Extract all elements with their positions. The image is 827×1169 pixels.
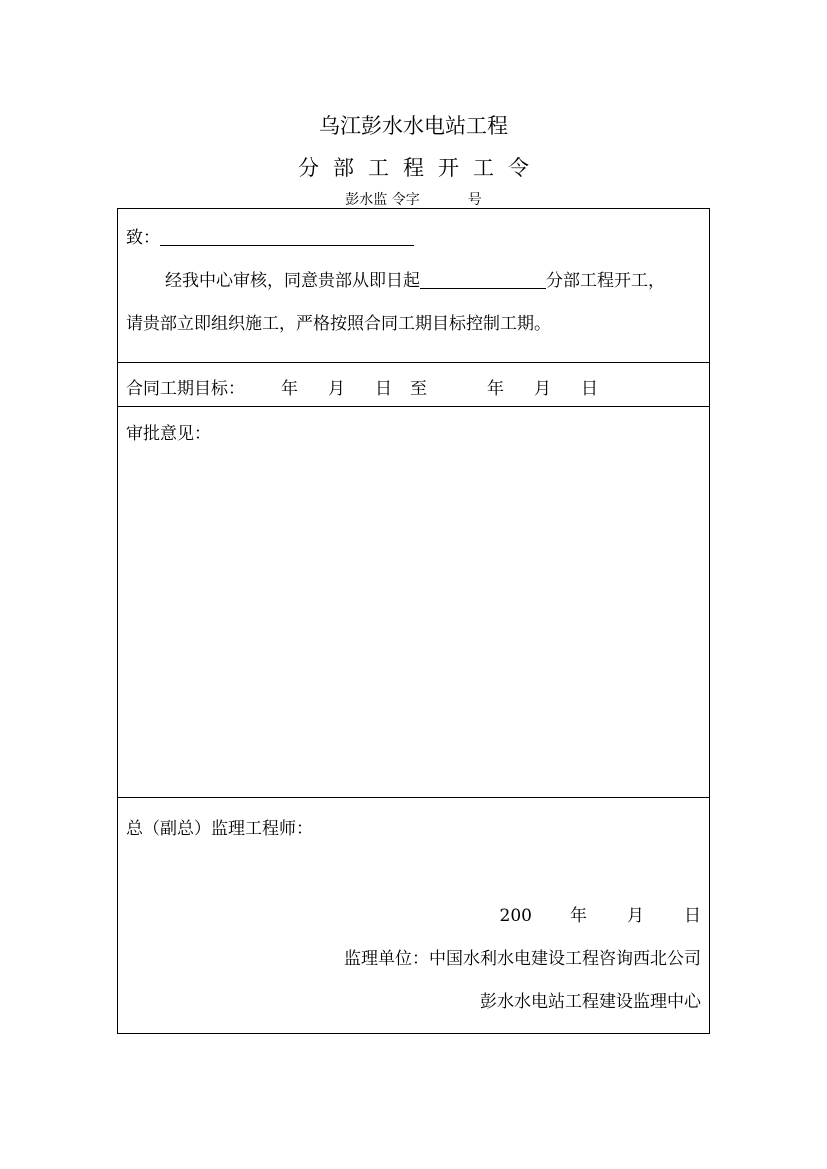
project-title: 乌江彭水水电站工程 xyxy=(319,114,508,138)
engineer-label: 总（副总）监理工程师： xyxy=(126,819,313,839)
date-year-unit: 年 xyxy=(570,906,587,926)
subproject-name-blank[interactable] xyxy=(420,270,546,289)
doc-number-suffix: 号 xyxy=(467,192,482,208)
recipient-line xyxy=(126,223,414,248)
signature-date xyxy=(500,901,701,926)
approval-section[interactable] xyxy=(118,407,709,798)
recipient-blank[interactable] xyxy=(160,227,414,246)
date-year-prefix: 200 xyxy=(499,906,532,926)
supervision-center: 彭水水电站工程建设监理中心 xyxy=(480,992,701,1012)
end-year-unit: 年 xyxy=(487,379,504,399)
notice-line-1 xyxy=(165,266,665,291)
period-label: 合同工期目标： xyxy=(126,379,245,399)
doc-number-prefix: 彭水监 令字 xyxy=(345,192,420,208)
contract-period-section xyxy=(118,363,709,407)
date-month-unit: 月 xyxy=(627,906,644,926)
notice-text-part2: 分部工程开工， xyxy=(546,271,665,291)
supervision-unit: 监理单位：中国水利水电建设工程咨询西北公司 xyxy=(344,949,701,969)
document-number xyxy=(0,189,827,209)
start-day-unit: 日 xyxy=(375,379,392,399)
signature-section xyxy=(118,798,709,1035)
approval-label: 审批意见： xyxy=(126,424,211,444)
start-month-unit: 月 xyxy=(328,379,345,399)
notice-section xyxy=(118,209,709,363)
end-month-unit: 月 xyxy=(534,379,551,399)
form-title: 分部工程开工令 xyxy=(298,156,543,180)
notice-line-2: 请贵部立即组织施工，严格按照合同工期目标控制工期。 xyxy=(126,314,551,334)
order-form xyxy=(117,208,710,1034)
end-day-unit: 日 xyxy=(581,379,598,399)
start-year-unit: 年 xyxy=(281,379,298,399)
contract-period-line xyxy=(126,374,598,399)
to-unit: 至 xyxy=(410,379,427,399)
to-label: 致： xyxy=(126,228,160,248)
date-day-unit: 日 xyxy=(684,906,701,926)
notice-text-part1: 经我中心审核，同意贵部从即日起 xyxy=(165,271,420,291)
